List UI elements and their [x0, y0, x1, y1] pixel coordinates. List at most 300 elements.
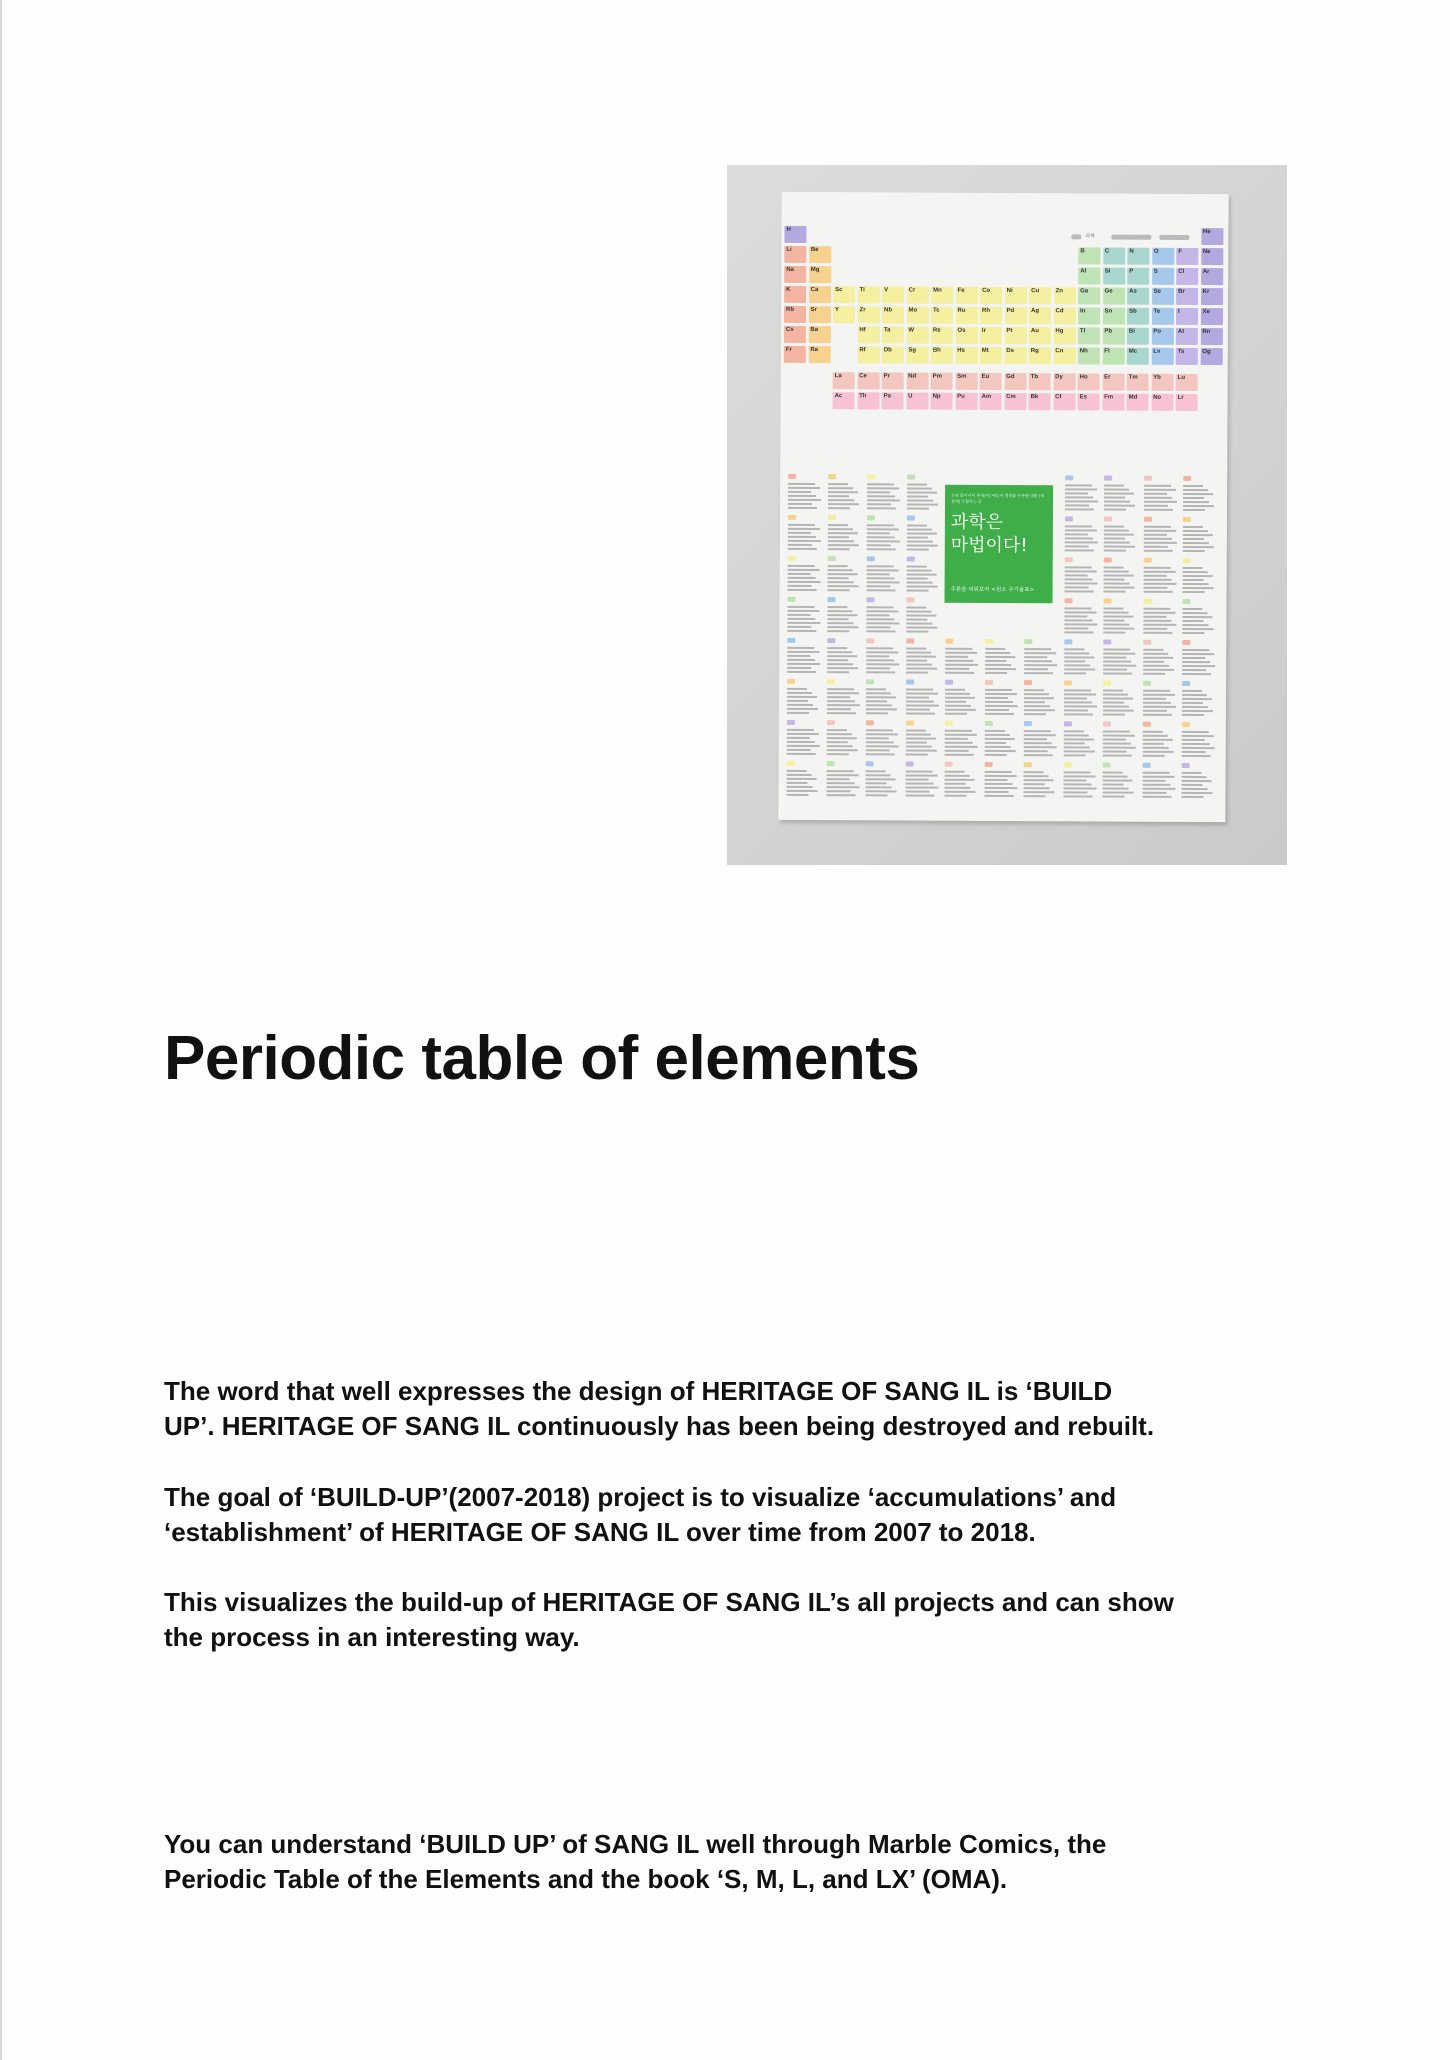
element-card-text-line — [867, 507, 896, 509]
element-card-text-line — [787, 647, 814, 649]
element-card-text-line — [788, 565, 815, 567]
element-symbol: Re — [932, 327, 941, 334]
element-card-text-line — [788, 585, 812, 587]
element-card-text-line — [985, 689, 1012, 691]
element-card-text-line — [1104, 509, 1126, 511]
element-card-tag — [787, 720, 795, 725]
element-card-text-line — [1024, 730, 1051, 732]
element-card-text-line — [827, 565, 847, 567]
element-symbol: U — [908, 393, 913, 400]
element-card-text-line — [1143, 546, 1167, 548]
element-card-text-line — [827, 540, 853, 542]
element-card-text-line — [1142, 702, 1170, 704]
element-card-text-line — [827, 528, 852, 530]
element-card-text-line — [945, 705, 971, 707]
element-card-text-line — [787, 778, 817, 780]
element-card-text-line — [826, 753, 848, 755]
element-card-text-line — [1064, 631, 1093, 633]
element-card-text-line — [787, 741, 815, 743]
element-card-tag — [1142, 722, 1150, 727]
element-card-text-line — [906, 659, 927, 661]
element-card-text-line — [788, 503, 812, 505]
element-symbol: Th — [859, 393, 867, 400]
element-card-text-line — [866, 655, 889, 657]
element-symbol: Cr — [908, 287, 916, 294]
element-card-text-line — [1024, 746, 1057, 748]
element-symbol: No — [1153, 394, 1162, 401]
element-card-text-line — [826, 745, 852, 747]
element-card-text-line — [1183, 534, 1213, 536]
element-card-text-line — [866, 741, 894, 743]
element-card-text-line — [1104, 583, 1130, 585]
element-card-text-line — [984, 791, 1008, 793]
element-card-text-line — [984, 697, 1007, 699]
element-card-text-line — [1104, 587, 1135, 589]
element-card-text-line — [866, 749, 890, 751]
element-card-text-line — [1024, 652, 1056, 654]
element-symbol: I — [1178, 308, 1180, 315]
element-card-text-line — [906, 630, 928, 632]
element-card-text-line — [787, 770, 807, 772]
element-card-text-line — [1103, 780, 1133, 782]
element-card-text-line — [905, 782, 933, 784]
element-card-text-line — [827, 630, 849, 632]
element-card-text-line — [788, 577, 816, 579]
element-card-text-line — [984, 701, 1012, 703]
element-card-text-line — [1064, 545, 1088, 547]
element-card-text-line — [1182, 755, 1211, 757]
element-card-text-line — [945, 779, 975, 781]
element-card-text-line — [1182, 620, 1203, 622]
element-card-text-line — [787, 790, 818, 792]
element-card-text-line — [1182, 690, 1202, 692]
element-card-text-line — [905, 729, 925, 731]
element-card-text-line — [1182, 649, 1209, 651]
element-card-tag — [1143, 640, 1151, 645]
element-card-text-line — [1024, 693, 1049, 695]
element-symbol: P — [1129, 268, 1134, 275]
element-card-text-line — [905, 704, 938, 706]
element-card-text-line — [788, 528, 820, 530]
element-card-tag — [984, 721, 992, 726]
element-card-text-line — [788, 536, 816, 538]
element-symbol: Rf — [859, 347, 866, 354]
element-card-text-line — [1142, 698, 1165, 700]
element-card-text-line — [1103, 628, 1134, 630]
element-card-text-line — [827, 614, 857, 616]
element-symbol: Cm — [1006, 394, 1016, 401]
element-card-text-line — [1064, 619, 1092, 621]
element-card-text-line — [1143, 575, 1166, 577]
element-card-text-line — [866, 647, 893, 649]
element-card-tag — [1103, 640, 1111, 645]
element-card-text-line — [827, 581, 853, 583]
element-card-text-line — [907, 495, 928, 497]
element-card-text-line — [1024, 791, 1055, 793]
element-card-text-line — [905, 700, 933, 702]
element-card-text-line — [1142, 788, 1175, 790]
element-card-text-line — [1143, 628, 1167, 630]
element-card-tag — [827, 515, 835, 520]
element-card-text-line — [788, 491, 811, 493]
element-card-text-line — [1143, 690, 1170, 692]
element-card-text-line — [1024, 672, 1053, 674]
element-card-tag — [985, 680, 993, 685]
element-card-text-line — [1183, 550, 1205, 552]
element-card-text-line — [827, 692, 859, 694]
element-card-text-line — [906, 585, 937, 587]
element-card-tag — [1024, 762, 1032, 767]
element-symbol: Pt — [1006, 328, 1013, 335]
element-card-tag — [1182, 763, 1190, 768]
element-card-text-line — [827, 577, 848, 579]
element-card-tag — [906, 679, 914, 684]
element-card-tag — [945, 639, 953, 644]
element-card-text-line — [1024, 709, 1055, 711]
element-card-text-line — [1142, 784, 1170, 786]
element-card-text-line — [1064, 566, 1091, 568]
element-card-tag — [1064, 516, 1072, 521]
element-card-text-line — [827, 647, 847, 649]
element-card-text-line — [867, 585, 891, 587]
element-symbol: Cu — [1031, 288, 1040, 295]
page-title: Periodic table of elements — [164, 1024, 920, 1093]
element-card-text-line — [788, 569, 820, 571]
element-card-tag — [1144, 476, 1152, 481]
element-card-text-line — [984, 779, 1007, 781]
element-card-text-line — [1064, 672, 1086, 674]
element-card-text-line — [1182, 706, 1208, 708]
element-card-text-line — [866, 704, 892, 706]
element-card-text-line — [1104, 530, 1129, 532]
element-card-text-line — [945, 771, 965, 773]
element-card-text-line — [1024, 689, 1044, 691]
element-card-text-line — [1143, 526, 1170, 528]
element-card-text-line — [1063, 730, 1083, 732]
element-card-text-line — [1024, 668, 1048, 670]
element-card-text-line — [945, 648, 972, 650]
element-card-tag — [867, 515, 875, 520]
page-edge-rule — [0, 0, 2, 2060]
element-card-text-line — [828, 495, 849, 497]
element-symbol: Tm — [1128, 374, 1138, 381]
element-symbol: Ne — [1202, 249, 1211, 256]
element-card-text-line — [1064, 615, 1087, 617]
element-card-text-line — [866, 630, 895, 632]
element-card-text-line — [905, 770, 932, 772]
element-card-text-line — [1064, 574, 1087, 576]
element-card-tag — [1103, 599, 1111, 604]
element-card-text-line — [1103, 612, 1128, 614]
element-card-text-line — [985, 664, 1011, 666]
element-card-tag — [1183, 517, 1191, 522]
element-card-text-line — [1143, 673, 1165, 675]
element-symbol: Np — [932, 393, 941, 400]
element-card-text-line — [1104, 579, 1125, 581]
element-symbol: Y — [835, 307, 840, 314]
element-card-text-line — [1103, 772, 1123, 774]
element-card-text-line — [827, 651, 852, 653]
element-symbol: Ga — [1080, 288, 1089, 295]
element-card-tag — [985, 639, 993, 644]
element-symbol: Pa — [883, 393, 891, 400]
element-card-text-line — [907, 503, 938, 505]
element-card-text-line — [826, 708, 850, 710]
element-card-text-line — [906, 532, 936, 534]
element-card-text-line — [945, 672, 974, 674]
element-card-text-line — [867, 528, 899, 530]
element-card-text-line — [827, 659, 848, 661]
element-card-text-line — [1183, 530, 1208, 532]
element-symbol: B — [1080, 248, 1085, 255]
element-card-tag — [1143, 517, 1151, 522]
element-card-text-line — [1182, 616, 1212, 618]
paragraph-visualization: This visualizes the build-up of HERITAGE OF SANG IL’s all projects and can show the process in an interesting way. — [164, 1587, 1174, 1652]
element-card-tag — [905, 761, 913, 766]
element-card-text-line — [827, 688, 854, 690]
element-card-text-line — [1103, 706, 1129, 708]
element-symbol: Eu — [981, 373, 990, 380]
element-card-text-line — [1182, 776, 1207, 778]
element-card-text-line — [1065, 484, 1092, 486]
element-card-text-line — [1183, 567, 1203, 569]
element-card-text-line — [1104, 591, 1126, 593]
element-card-text-line — [866, 778, 896, 780]
element-card-text-line — [1103, 624, 1129, 626]
element-card-text-line — [787, 626, 811, 628]
element-card-tag — [945, 680, 953, 685]
element-card-text-line — [1104, 497, 1125, 499]
element-card-text-line — [827, 585, 858, 587]
element-card-text-line — [1065, 488, 1097, 490]
element-card-text-line — [787, 753, 816, 755]
element-card-text-line — [1143, 542, 1176, 544]
element-symbol: Tc — [933, 307, 940, 314]
element-card-text-line — [1183, 583, 1209, 585]
element-card-text-line — [1182, 731, 1209, 733]
element-card-text-line — [866, 622, 899, 624]
element-card-tag — [788, 515, 796, 520]
element-card-text-line — [1143, 612, 1175, 614]
element-card-text-line — [1024, 754, 1053, 756]
element-symbol: Po — [1153, 328, 1162, 335]
element-card-text-line — [867, 491, 890, 493]
element-card-tag — [1183, 476, 1191, 481]
element-card-text-line — [1064, 549, 1093, 551]
element-card-text-line — [1104, 546, 1135, 548]
element-card-tag — [984, 762, 992, 767]
element-card-text-line — [945, 668, 969, 670]
element-card-text-line — [867, 589, 896, 591]
element-card-text-line — [1182, 608, 1202, 610]
element-card-text-line — [905, 708, 929, 710]
element-card-text-line — [906, 663, 932, 665]
element-card-text-line — [788, 524, 815, 526]
element-symbol: Dy — [1055, 374, 1063, 381]
element-symbol: Nb — [884, 307, 893, 314]
element-symbol: Lv — [1153, 348, 1161, 355]
element-card-text-line — [788, 495, 816, 497]
element-card-text-line — [1063, 697, 1086, 699]
element-symbol: Cn — [1055, 348, 1064, 355]
element-card-text-line — [866, 626, 890, 628]
element-card-text-line — [945, 750, 969, 752]
element-card-tag — [788, 597, 796, 602]
element-card-text-line — [866, 745, 899, 747]
element-card-text-line — [866, 700, 887, 702]
element-card-text-line — [827, 671, 849, 673]
element-card-text-line — [1144, 485, 1171, 487]
element-card-text-line — [1063, 795, 1092, 797]
element-card-text-line — [827, 548, 849, 550]
element-card-tag — [1063, 762, 1071, 767]
element-card-text-line — [945, 746, 978, 748]
element-card-text-line — [1182, 673, 1211, 675]
element-card-text-line — [1183, 538, 1204, 540]
element-symbol: Ti — [859, 287, 865, 294]
element-card-text-line — [1143, 669, 1174, 671]
element-card-text-line — [1142, 776, 1174, 778]
element-symbol: Se — [1153, 288, 1161, 295]
element-card-text-line — [866, 712, 888, 714]
element-card-tag — [1104, 558, 1112, 563]
element-card-text-line — [1104, 542, 1130, 544]
element-card-text-line — [866, 618, 894, 620]
element-card-tag — [906, 597, 914, 602]
element-symbol: Ba — [810, 326, 819, 334]
element-card-text-line — [1142, 714, 1171, 716]
element-card-text-line — [945, 689, 965, 691]
element-card-text-line — [1182, 792, 1213, 794]
element-symbol: Au — [1030, 328, 1039, 335]
element-card-text-line — [1104, 571, 1129, 573]
element-card-text-line — [787, 630, 816, 632]
element-card-text-line — [985, 672, 1007, 674]
element-symbol: Ni — [1006, 288, 1013, 295]
element-card-text-line — [827, 532, 857, 534]
element-card-text-line — [945, 660, 973, 662]
element-card-text-line — [1182, 657, 1205, 659]
element-card-text-line — [1065, 496, 1093, 498]
element-card-text-line — [788, 589, 817, 591]
element-card-text-line — [1143, 661, 1164, 663]
element-card-text-line — [945, 701, 966, 703]
element-card-text-line — [1064, 668, 1095, 670]
element-card-text-line — [828, 491, 858, 493]
element-card-text-line — [945, 738, 968, 740]
element-card-text-line — [905, 733, 930, 735]
element-card-text-line — [866, 659, 894, 661]
element-card-text-line — [1063, 779, 1086, 781]
element-symbol: H — [786, 226, 791, 233]
element-card-text-line — [828, 483, 848, 485]
element-card-text-line — [906, 577, 927, 579]
element-card-text-line — [1024, 660, 1052, 662]
element-card-text-line — [906, 536, 927, 538]
element-symbol: Ce — [859, 373, 867, 380]
element-card-text-line — [945, 664, 978, 666]
element-card-tag — [1063, 721, 1071, 726]
element-card-text-line — [945, 775, 970, 777]
element-card-text-line — [1023, 795, 1045, 797]
element-card-text-line — [1103, 632, 1125, 634]
element-card-text-line — [1143, 579, 1171, 581]
element-symbol: Ac — [834, 393, 843, 400]
element-card-text-line — [1064, 590, 1093, 592]
element-card-text-line — [1063, 791, 1087, 793]
element-card-text-line — [1182, 739, 1205, 741]
element-card-text-line — [866, 733, 898, 735]
element-card-text-line — [866, 692, 891, 694]
element-card-text-line — [788, 507, 817, 509]
element-symbol: Bi — [1128, 328, 1135, 335]
element-card-text-line — [1024, 705, 1050, 707]
element-card-text-line — [1024, 701, 1045, 703]
poster-green-subtitle: 우리 몸이나이 투명(이) 예능이 결정을 우주한 대한 (세상에) 조절하는 글 — [951, 492, 1044, 504]
element-card-text-line — [827, 622, 853, 624]
element-card-text-line — [906, 589, 928, 591]
element-card-text-line — [1024, 783, 1045, 785]
element-card-text-line — [1182, 612, 1207, 614]
element-card-text-line — [1064, 693, 1096, 695]
element-card-tag — [1103, 763, 1111, 768]
element-card-text-line — [1103, 665, 1136, 667]
element-symbol: Am — [981, 393, 992, 400]
element-card-text-line — [1104, 485, 1124, 487]
element-card-text-line — [1065, 500, 1098, 502]
element-card-text-line — [906, 618, 927, 620]
element-card-text-line — [867, 544, 891, 546]
element-card-text-line — [984, 795, 1013, 797]
element-symbol: Zr — [859, 307, 866, 314]
element-card-text-line — [906, 544, 937, 546]
element-symbol: Ge — [1104, 288, 1113, 295]
element-card-text-line — [1182, 632, 1204, 634]
element-card-text-line — [905, 749, 936, 751]
element-symbol: W — [908, 327, 915, 334]
element-card-text-line — [1064, 623, 1097, 625]
element-card-text-line — [1063, 771, 1090, 773]
element-symbol: Ag — [1031, 308, 1040, 315]
element-card-text-line — [906, 651, 931, 653]
element-card-text-line — [1183, 501, 1209, 503]
element-card-text-line — [828, 503, 859, 505]
element-card-text-line — [1182, 653, 1214, 655]
element-card-text-line — [905, 741, 926, 743]
element-card-text-line — [787, 622, 820, 624]
element-symbol: Xe — [1202, 309, 1210, 316]
element-card-text-line — [787, 688, 807, 690]
element-card-text-line — [826, 790, 850, 792]
element-card-text-line — [827, 626, 858, 628]
element-card-text-line — [1024, 787, 1050, 789]
element-card-tag — [1183, 558, 1191, 563]
element-card-text-line — [1143, 550, 1172, 552]
element-card-text-line — [1183, 546, 1214, 548]
element-card-text-line — [1142, 792, 1166, 794]
element-card-text-line — [1103, 669, 1127, 671]
element-card-text-line — [1063, 705, 1096, 707]
element-card-tag — [866, 679, 874, 684]
element-card-text-line — [787, 663, 820, 665]
element-card-text-line — [1064, 508, 1093, 510]
element-card-text-line — [1103, 751, 1127, 753]
element-card-text-line — [1143, 567, 1170, 569]
element-card-text-line — [1103, 694, 1128, 696]
element-card-text-line — [867, 540, 900, 542]
element-card-text-line — [866, 671, 895, 673]
element-card-text-line — [787, 708, 818, 710]
